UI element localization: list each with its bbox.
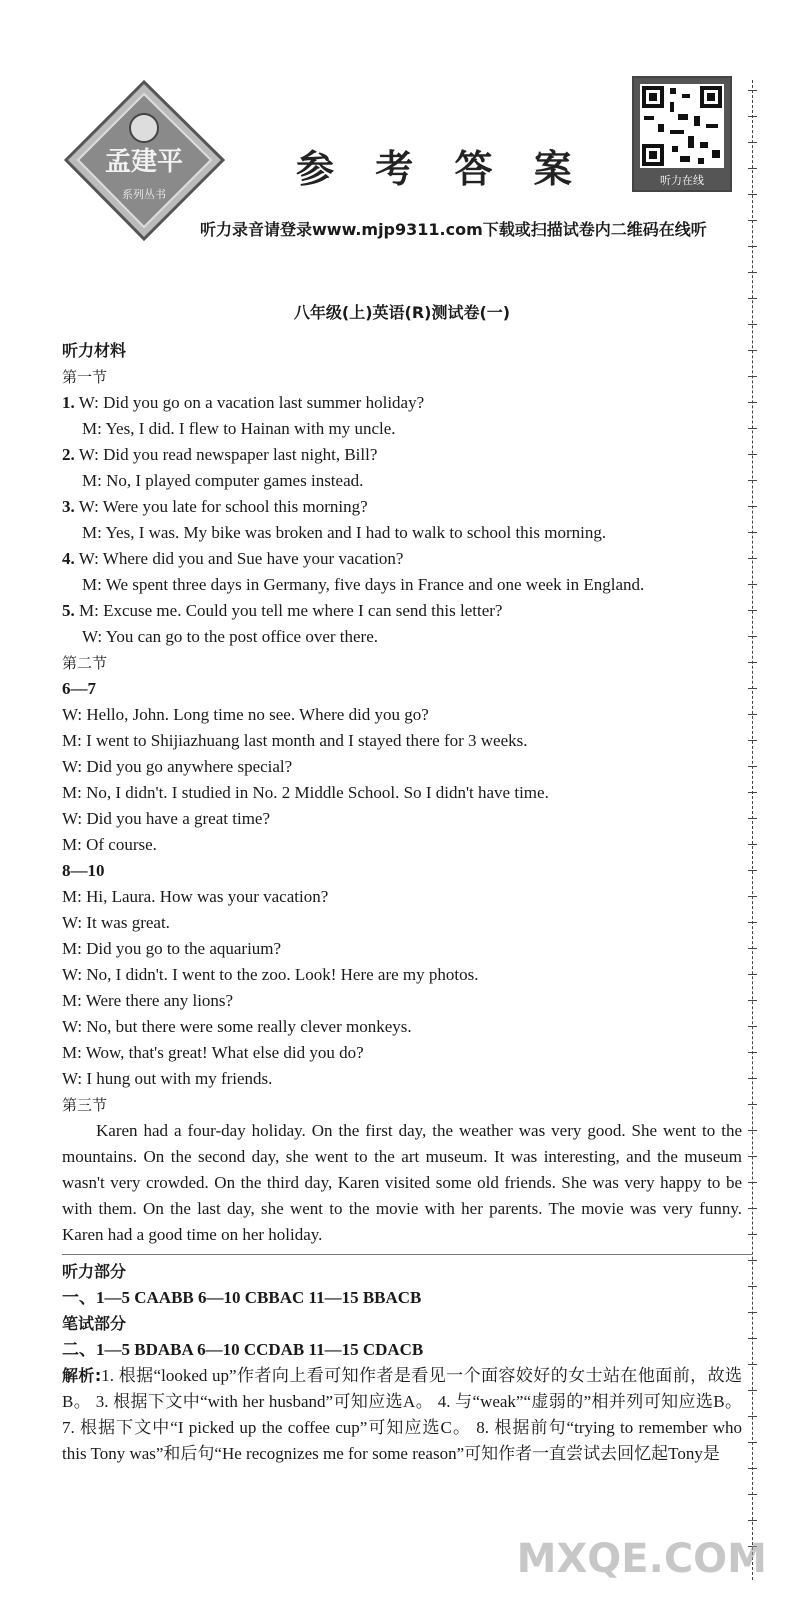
page-title: 参 考 答 案 xyxy=(296,147,586,191)
cut-tick xyxy=(748,558,757,559)
listening-answers-heading: 听力部分 xyxy=(62,1262,127,1281)
cut-tick xyxy=(748,194,757,195)
cut-tick xyxy=(748,896,757,897)
cut-tick xyxy=(748,532,757,533)
cut-tick xyxy=(748,1000,757,1001)
listening-material-heading: 听力材料 xyxy=(62,341,127,360)
section3-heading: 第三节 xyxy=(62,1096,108,1114)
cut-tick xyxy=(748,610,757,611)
dialogue-line: 1. W: Did you go on a vacation last summer holiday? xyxy=(62,393,425,412)
dialogue-line: W: Hello, John. Long time no see. Where did you go? xyxy=(62,705,429,724)
cut-tick xyxy=(748,662,757,663)
cut-tick xyxy=(748,1312,757,1313)
logo-text: 孟建平 xyxy=(104,147,184,177)
cut-tick xyxy=(748,1390,757,1391)
cut-tick xyxy=(748,116,757,117)
cut-tick xyxy=(748,1182,757,1183)
divider xyxy=(62,1254,752,1255)
cut-tick xyxy=(748,1520,757,1521)
section1-items xyxy=(62,390,742,650)
dialogue-line: M: Yes, I was. My bike was broken and I had to walk to school this morning. xyxy=(82,523,607,542)
cut-tick xyxy=(748,1104,757,1105)
cut-tick xyxy=(748,142,757,143)
audio-download-notice: 听力录音请登录www.mjp9311.com下载或扫描试卷内二维码在线听 xyxy=(200,220,707,239)
dialogue-line: 3. W: Were you late for school this morning? xyxy=(62,497,368,516)
cut-tick xyxy=(748,506,757,507)
cut-tick xyxy=(748,454,757,455)
passage: Karen had a four-day holiday. On the first day, the weather was very good. She went to the mountains. On the second day, she went to the art museum. It was interesting, and the museum wasn't very crowded. On the third day, Karen visited some old friends. She was very happy to be with them. On the last day, she went to the movie with her parents. The movie was very funny. Karen had a good time on her holiday. xyxy=(62,1121,742,1244)
cut-tick xyxy=(748,974,757,975)
qr-pattern xyxy=(640,84,724,168)
cut-tick xyxy=(748,1234,757,1235)
cut-tick xyxy=(748,636,757,637)
dialogue-line: M: Wow, that's great! What else did you do? xyxy=(62,1043,364,1062)
cut-tick xyxy=(748,792,757,793)
dialogue-line: M: Yes, I did. I flew to Hainan with my uncle. xyxy=(82,419,396,438)
cut-tick xyxy=(748,714,757,715)
qr-code[interactable] xyxy=(632,76,732,192)
cut-tick xyxy=(748,168,757,169)
dialogue-line: W: I hung out with my friends. xyxy=(62,1069,273,1088)
dialogue-line: M: Did you go to the aquarium? xyxy=(62,939,282,958)
group-range: 8—10 xyxy=(62,861,105,880)
cut-tick xyxy=(748,1286,757,1287)
dialogue-line: M: Of course. xyxy=(62,835,157,854)
listening-answers: 一、1—5 CAABB 6—10 CBBAC 11—15 BBACB xyxy=(62,1288,422,1307)
written-answers-heading: 笔试部分 xyxy=(62,1314,127,1333)
cut-tick xyxy=(748,1442,757,1443)
dialogue-line: W: No, but there were some really clever monkeys. xyxy=(62,1017,412,1036)
group-range: 6—7 xyxy=(62,679,96,698)
cut-tick xyxy=(748,688,757,689)
cut-tick xyxy=(748,376,757,377)
dialogue-line: 4. W: Where did you and Sue have your vacation? xyxy=(62,549,404,568)
cut-tick xyxy=(748,90,757,91)
cut-tick xyxy=(748,1156,757,1157)
cut-tick xyxy=(748,948,757,949)
dialogue-line: W: You can go to the post office over there. xyxy=(82,627,379,646)
logo-subtext: 系列丛书 xyxy=(122,188,166,201)
dialogue-line: M: Hi, Laura. How was your vacation? xyxy=(62,887,329,906)
cut-tick xyxy=(748,272,757,273)
cut-line xyxy=(752,80,753,1580)
cut-tick xyxy=(748,844,757,845)
cut-tick xyxy=(748,428,757,429)
cut-tick xyxy=(748,298,757,299)
cut-tick xyxy=(748,922,757,923)
dialogue-line: W: Did you go anywhere special? xyxy=(62,757,293,776)
cut-tick xyxy=(748,1338,757,1339)
cut-tick xyxy=(748,1052,757,1053)
cut-tick xyxy=(748,766,757,767)
dialogue-line: M: I went to Shijiazhuang last month and I stayed there for 3 weeks. xyxy=(62,731,528,750)
section2-heading: 第二节 xyxy=(62,654,108,672)
cut-tick xyxy=(748,1468,757,1469)
answer-content xyxy=(62,300,742,1467)
cut-tick xyxy=(748,818,757,819)
cut-tick xyxy=(748,324,757,325)
dialogue-line: W: It was great. xyxy=(62,913,170,932)
cut-tick xyxy=(748,350,757,351)
cut-tick xyxy=(748,1260,757,1261)
section1-heading: 第一节 xyxy=(62,368,108,386)
cut-tick xyxy=(748,246,757,247)
cut-tick xyxy=(748,740,757,741)
cut-tick xyxy=(748,1494,757,1495)
dialogue-line: M: Were there any lions? xyxy=(62,991,234,1010)
dialogue-line: M: We spent three days in Germany, five days in France and one week in England. xyxy=(82,575,645,594)
explanation: 解析:1. 根据“looked up”作者向上看可知作者是看见一个面容姣好的女士站在他面前，故选B。 3. 根据下文中“with her husband”可知应选A。 4. 与“weak”“虚弱的”相并列可知应选B。 7. 根据下文中“I picked up the coffee cup”可知应选C。 8. 根据前句“trying to remember who this Tony was”和后句“He recognizes me for some reason”可知作者一直尝试去回忆起Tony是 xyxy=(62,1366,743,1463)
cut-tick xyxy=(748,584,757,585)
cut-tick xyxy=(748,220,757,221)
dialogue-line: 5. M: Excuse me. Could you tell me where I can send this letter? xyxy=(62,601,503,620)
cut-tick xyxy=(748,1130,757,1131)
qr-label: 听力在线 xyxy=(660,174,704,187)
cut-tick xyxy=(748,1078,757,1079)
dialogue-line: W: No, I didn't. I went to the zoo. Look! Here are my photos. xyxy=(62,965,479,984)
written-answers: 二、1—5 BDABA 6—10 CCDAB 11—15 CDACB xyxy=(62,1340,424,1359)
cut-tick xyxy=(748,1364,757,1365)
cut-tick xyxy=(748,1208,757,1209)
cut-tick xyxy=(748,1026,757,1027)
dialogue-line: M: No, I played computer games instead. xyxy=(82,471,364,490)
dialogue-line: 2. W: Did you read newspaper last night, Bill? xyxy=(62,445,378,464)
cut-tick xyxy=(748,870,757,871)
cut-tick xyxy=(748,402,757,403)
cut-tick xyxy=(748,1416,757,1417)
test-title: 八年级(上)英语(R)测试卷(一) xyxy=(293,303,511,322)
dialogue-line: W: Did you have a great time? xyxy=(62,809,271,828)
cut-tick xyxy=(748,480,757,481)
watermark: MXQE.COM xyxy=(516,1536,767,1582)
dialogue-line: M: No, I didn't. I studied in No. 2 Middle School. So I didn't have time. xyxy=(62,783,549,802)
